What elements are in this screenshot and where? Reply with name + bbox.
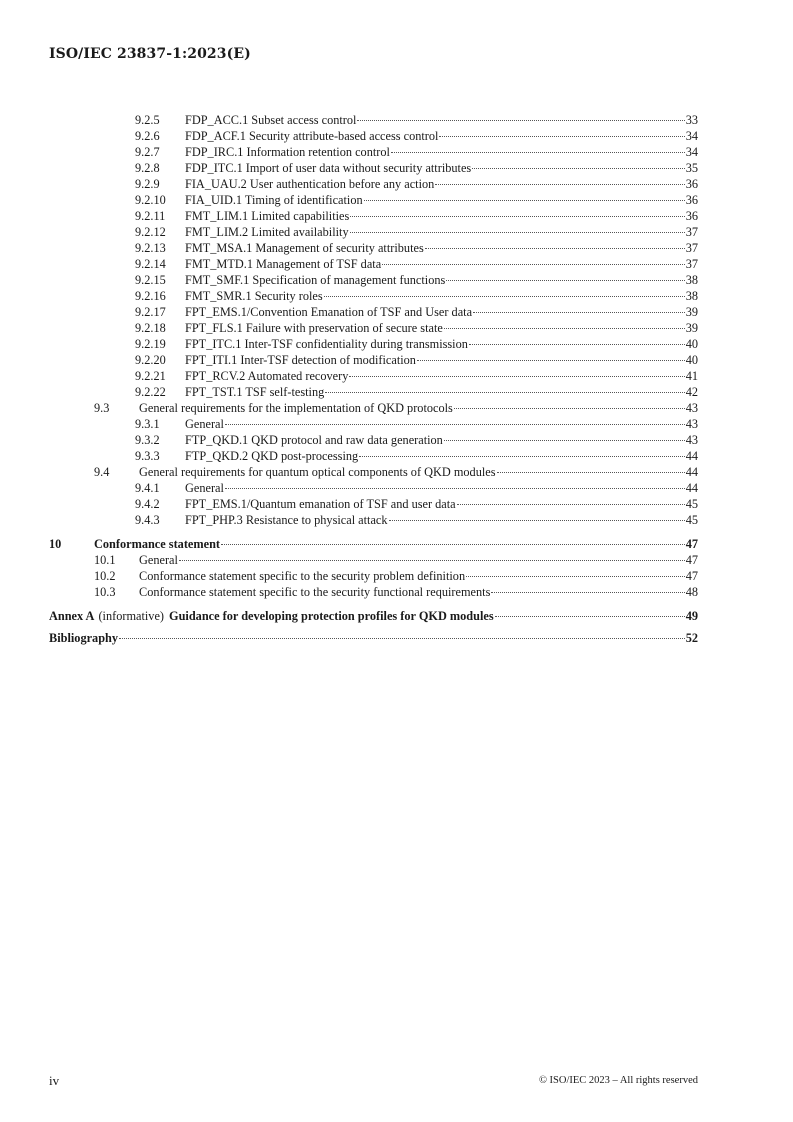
toc-entry-9-2-7[interactable] <box>0 144 793 160</box>
toc-entry-title: FDP_ACF.1 Security attribute-based access control <box>185 129 439 143</box>
toc-entry-title: FDP_ACC.1 Subset access control <box>185 113 357 127</box>
footer-page-number: iv <box>49 1073 60 1088</box>
toc-entry-page: 39 <box>685 321 698 335</box>
dot-leader <box>119 638 685 639</box>
toc-entry-page: 40 <box>685 353 698 367</box>
toc-entry-page: 47 <box>685 553 698 567</box>
toc-entry-title: FPT_TST.1 TSF self-testing <box>185 385 325 399</box>
toc-entry-9-4[interactable] <box>0 464 793 480</box>
toc-entry-10[interactable] <box>0 536 793 552</box>
toc-entry-title: FMT_LIM.1 Limited capabilities <box>185 209 350 223</box>
toc-entry-title: FDP_ITC.1 Import of user data without security attributes <box>185 161 472 175</box>
dot-leader <box>350 232 685 233</box>
toc-entry-9-3-2[interactable] <box>0 432 793 448</box>
dot-leader <box>446 280 684 281</box>
toc-entry-number: 9.3.1 <box>135 417 160 431</box>
toc-entry-page: 40 <box>685 337 698 351</box>
toc-entry-number: 9.4.3 <box>135 513 160 527</box>
toc-entry-title: Conformance statement specific to the security functional requirements <box>139 585 491 599</box>
dot-leader <box>495 616 685 617</box>
toc-entry-9-2-19[interactable] <box>0 336 793 352</box>
toc-entry-number: 9.2.5 <box>135 113 160 127</box>
toc-entry-9-2-22[interactable] <box>0 384 793 400</box>
toc-entry-page: 44 <box>685 481 698 495</box>
toc-entry-9-3-3[interactable] <box>0 448 793 464</box>
dot-leader <box>425 248 685 249</box>
toc-entry-9-2-13[interactable] <box>0 240 793 256</box>
toc-entry-number: 9.4 <box>94 465 110 479</box>
dot-leader <box>179 560 685 561</box>
toc-entry-10-3[interactable] <box>0 584 793 600</box>
toc-entry-number: 9.3.3 <box>135 449 160 463</box>
toc-entry-number: 9.2.16 <box>135 289 166 303</box>
dot-leader <box>454 408 685 409</box>
toc-entry-10-1[interactable] <box>0 552 793 568</box>
toc-entry-9-4-1[interactable] <box>0 480 793 496</box>
dot-leader <box>225 488 685 489</box>
toc-entry-title: FDP_IRC.1 Information retention control <box>185 145 390 159</box>
dot-leader <box>491 592 684 593</box>
toc-entry-number: 9.2.7 <box>135 145 160 159</box>
toc-entry-number: 9.2.19 <box>135 337 166 351</box>
toc-entry-number: 9.2.20 <box>135 353 166 367</box>
toc-entry-page: 38 <box>685 289 698 303</box>
toc-entry-page: 34 <box>685 145 698 159</box>
toc-entry-title: FPT_RCV.2 Automated recovery <box>185 369 349 383</box>
dot-leader <box>349 376 684 377</box>
toc-entry-9-2-6[interactable] <box>0 128 793 144</box>
toc-entry-page: 38 <box>685 273 698 287</box>
toc-entry-title: General <box>139 553 178 567</box>
toc-entry-title: Guidance for developing protection profiles for QKD modules <box>169 609 494 623</box>
toc-entry-9-2-20[interactable] <box>0 352 793 368</box>
toc-entry-bibliography[interactable] <box>0 630 793 646</box>
dot-leader <box>350 216 684 217</box>
toc-entry-number: 9.2.11 <box>135 209 166 223</box>
toc-entry-number: 9.2.22 <box>135 385 166 399</box>
toc-entry-9-2-15[interactable] <box>0 272 793 288</box>
toc-entry-9-4-3[interactable] <box>0 512 793 528</box>
toc-entry-page: 37 <box>685 257 698 271</box>
toc-entry-number: 9.2.6 <box>135 129 160 143</box>
toc-entry-title: FMT_MTD.1 Management of TSF data <box>185 257 382 271</box>
toc-entry-title: FMT_LIM.2 Limited availability <box>185 225 349 239</box>
toc-entry-page: 37 <box>685 225 698 239</box>
dot-leader <box>444 440 685 441</box>
toc-entry-title: FPT_PHP.3 Resistance to physical attack <box>185 513 388 527</box>
toc-entry-number: 9.4.1 <box>135 481 160 495</box>
dot-leader <box>497 472 685 473</box>
toc-entry-9-2-16[interactable] <box>0 288 793 304</box>
dot-leader <box>417 360 685 361</box>
annex-note: (informative) <box>98 609 165 623</box>
dot-leader <box>382 264 685 265</box>
toc-entry-number: 9.3.2 <box>135 433 160 447</box>
toc-entry-title: FMT_SMF.1 Specification of management functions <box>185 273 446 287</box>
toc-entry-page: 49 <box>685 609 698 623</box>
dot-leader <box>364 200 685 201</box>
spacer <box>0 528 793 536</box>
dot-leader <box>439 136 684 137</box>
toc-entry-page: 43 <box>685 417 698 431</box>
toc-entry-number: 9.3 <box>94 401 110 415</box>
toc-entry-9-4-2[interactable] <box>0 496 793 512</box>
toc-entry-page: 44 <box>685 465 698 479</box>
toc-entry-number: 9.2.17 <box>135 305 166 319</box>
toc-entry-9-2-17[interactable] <box>0 304 793 320</box>
dot-leader <box>444 328 685 329</box>
toc-entry-page: 37 <box>685 241 698 255</box>
toc-entry-page: 48 <box>685 585 698 599</box>
dot-leader <box>391 152 685 153</box>
toc-entry-title: FIA_UAU.2 User authentication before any action <box>185 177 435 191</box>
toc-entry-page: 42 <box>685 385 698 399</box>
toc-entry-9-2-11[interactable] <box>0 208 793 224</box>
table-of-contents <box>0 112 793 646</box>
toc-entry-title: FMT_MSA.1 Management of security attributes <box>185 241 424 255</box>
dot-leader <box>473 312 685 313</box>
toc-entry-title: FIA_UID.1 Timing of identification <box>185 193 363 207</box>
toc-entry-9-3[interactable] <box>0 400 793 416</box>
toc-entry-title: FPT_EMS.1/Convention Emanation of TSF and User data <box>185 305 473 319</box>
toc-entry-page: 34 <box>685 129 698 143</box>
toc-entry-9-2-12[interactable] <box>0 224 793 240</box>
toc-entry-page: 41 <box>685 369 698 383</box>
toc-entry-page: 52 <box>685 631 698 645</box>
toc-entry-page: 43 <box>685 401 698 415</box>
dot-leader <box>466 576 685 577</box>
toc-entry-9-2-8[interactable] <box>0 160 793 176</box>
dot-leader <box>469 344 685 345</box>
toc-entry-title: FMT_SMR.1 Security roles <box>185 289 323 303</box>
dot-leader <box>435 184 684 185</box>
toc-entry-page: 47 <box>685 569 698 583</box>
toc-entry-title: Conformance statement specific to the security problem definition <box>139 569 466 583</box>
toc-entry-number: 10.2 <box>94 569 116 583</box>
toc-entry-page: 35 <box>685 161 698 175</box>
toc-entry-9-3-1[interactable] <box>0 416 793 432</box>
toc-entry-number: 10.3 <box>94 585 116 599</box>
toc-entry-title: Conformance statement <box>94 537 221 551</box>
toc-entry-9-2-21[interactable] <box>0 368 793 384</box>
dot-leader <box>225 424 685 425</box>
toc-entry-page: 33 <box>685 113 698 127</box>
toc-entry-title: General requirements for quantum optical components of QKD modules <box>139 465 496 479</box>
document-header-title: ISO/IEC 23837-1:2023(E) <box>49 46 251 62</box>
annex-label: Annex A <box>49 609 95 623</box>
dot-leader <box>357 120 684 121</box>
toc-entry-title: Bibliography <box>49 631 119 645</box>
toc-entry-number: 9.2.13 <box>135 241 166 255</box>
toc-entry-page: 43 <box>685 433 698 447</box>
toc-entry-title: FPT_ITI.1 Inter-TSF detection of modification <box>185 353 416 367</box>
toc-entry-9-2-9[interactable] <box>0 176 793 192</box>
dot-leader <box>324 296 685 297</box>
dot-leader <box>472 168 685 169</box>
toc-entry-number: 10 <box>49 537 62 551</box>
dot-leader <box>221 544 685 545</box>
toc-entry-number: 9.2.12 <box>135 225 166 239</box>
toc-entry-number: 9.4.2 <box>135 497 160 511</box>
toc-entry-page: 36 <box>685 209 698 223</box>
toc-entry-number: 9.2.9 <box>135 177 160 191</box>
toc-entry-title: FPT_ITC.1 Inter-TSF confidentiality during transmission <box>185 337 468 351</box>
dot-leader <box>325 392 684 393</box>
dot-leader <box>359 456 685 457</box>
footer-copyright: © ISO/IEC 2023 – All rights reserved <box>538 1075 698 1086</box>
toc-entry-number: 9.2.18 <box>135 321 166 335</box>
dot-leader <box>457 504 685 505</box>
toc-entry-9-2-18[interactable] <box>0 320 793 336</box>
toc-entry-page: 47 <box>685 537 698 551</box>
toc-entry-page: 39 <box>685 305 698 319</box>
dot-leader <box>389 520 685 521</box>
toc-entry-title: General <box>185 417 224 431</box>
toc-entry-number: 9.2.14 <box>135 257 166 271</box>
toc-entry-number: 9.2.8 <box>135 161 160 175</box>
spacer <box>0 600 793 608</box>
toc-entry-9-2-5[interactable] <box>0 112 793 128</box>
toc-entry-number: 10.1 <box>94 553 116 567</box>
toc-entry-title: General requirements for the implementation of QKD protocols <box>139 401 453 415</box>
toc-entry-9-2-14[interactable] <box>0 256 793 272</box>
toc-entry-title: FPT_FLS.1 Failure with preservation of secure state <box>185 321 443 335</box>
toc-entry-page: 45 <box>685 497 698 511</box>
toc-entry-annex-a[interactable] <box>0 608 793 624</box>
toc-entry-page: 36 <box>685 193 698 207</box>
toc-entry-number: 9.2.21 <box>135 369 166 383</box>
toc-entry-title: FTP_QKD.1 QKD protocol and raw data generation <box>185 433 443 447</box>
toc-entry-title: General <box>185 481 224 495</box>
toc-entry-page: 44 <box>685 449 698 463</box>
toc-entry-page: 45 <box>685 513 698 527</box>
toc-entry-number: 9.2.15 <box>135 273 166 287</box>
toc-entry-number: 9.2.10 <box>135 193 166 207</box>
toc-entry-title: FPT_EMS.1/Quantum emanation of TSF and user data <box>185 497 456 511</box>
toc-entry-9-2-10[interactable] <box>0 192 793 208</box>
toc-entry-title: FTP_QKD.2 QKD post-processing <box>185 449 359 463</box>
toc-entry-page: 36 <box>685 177 698 191</box>
toc-entry-10-2[interactable] <box>0 568 793 584</box>
